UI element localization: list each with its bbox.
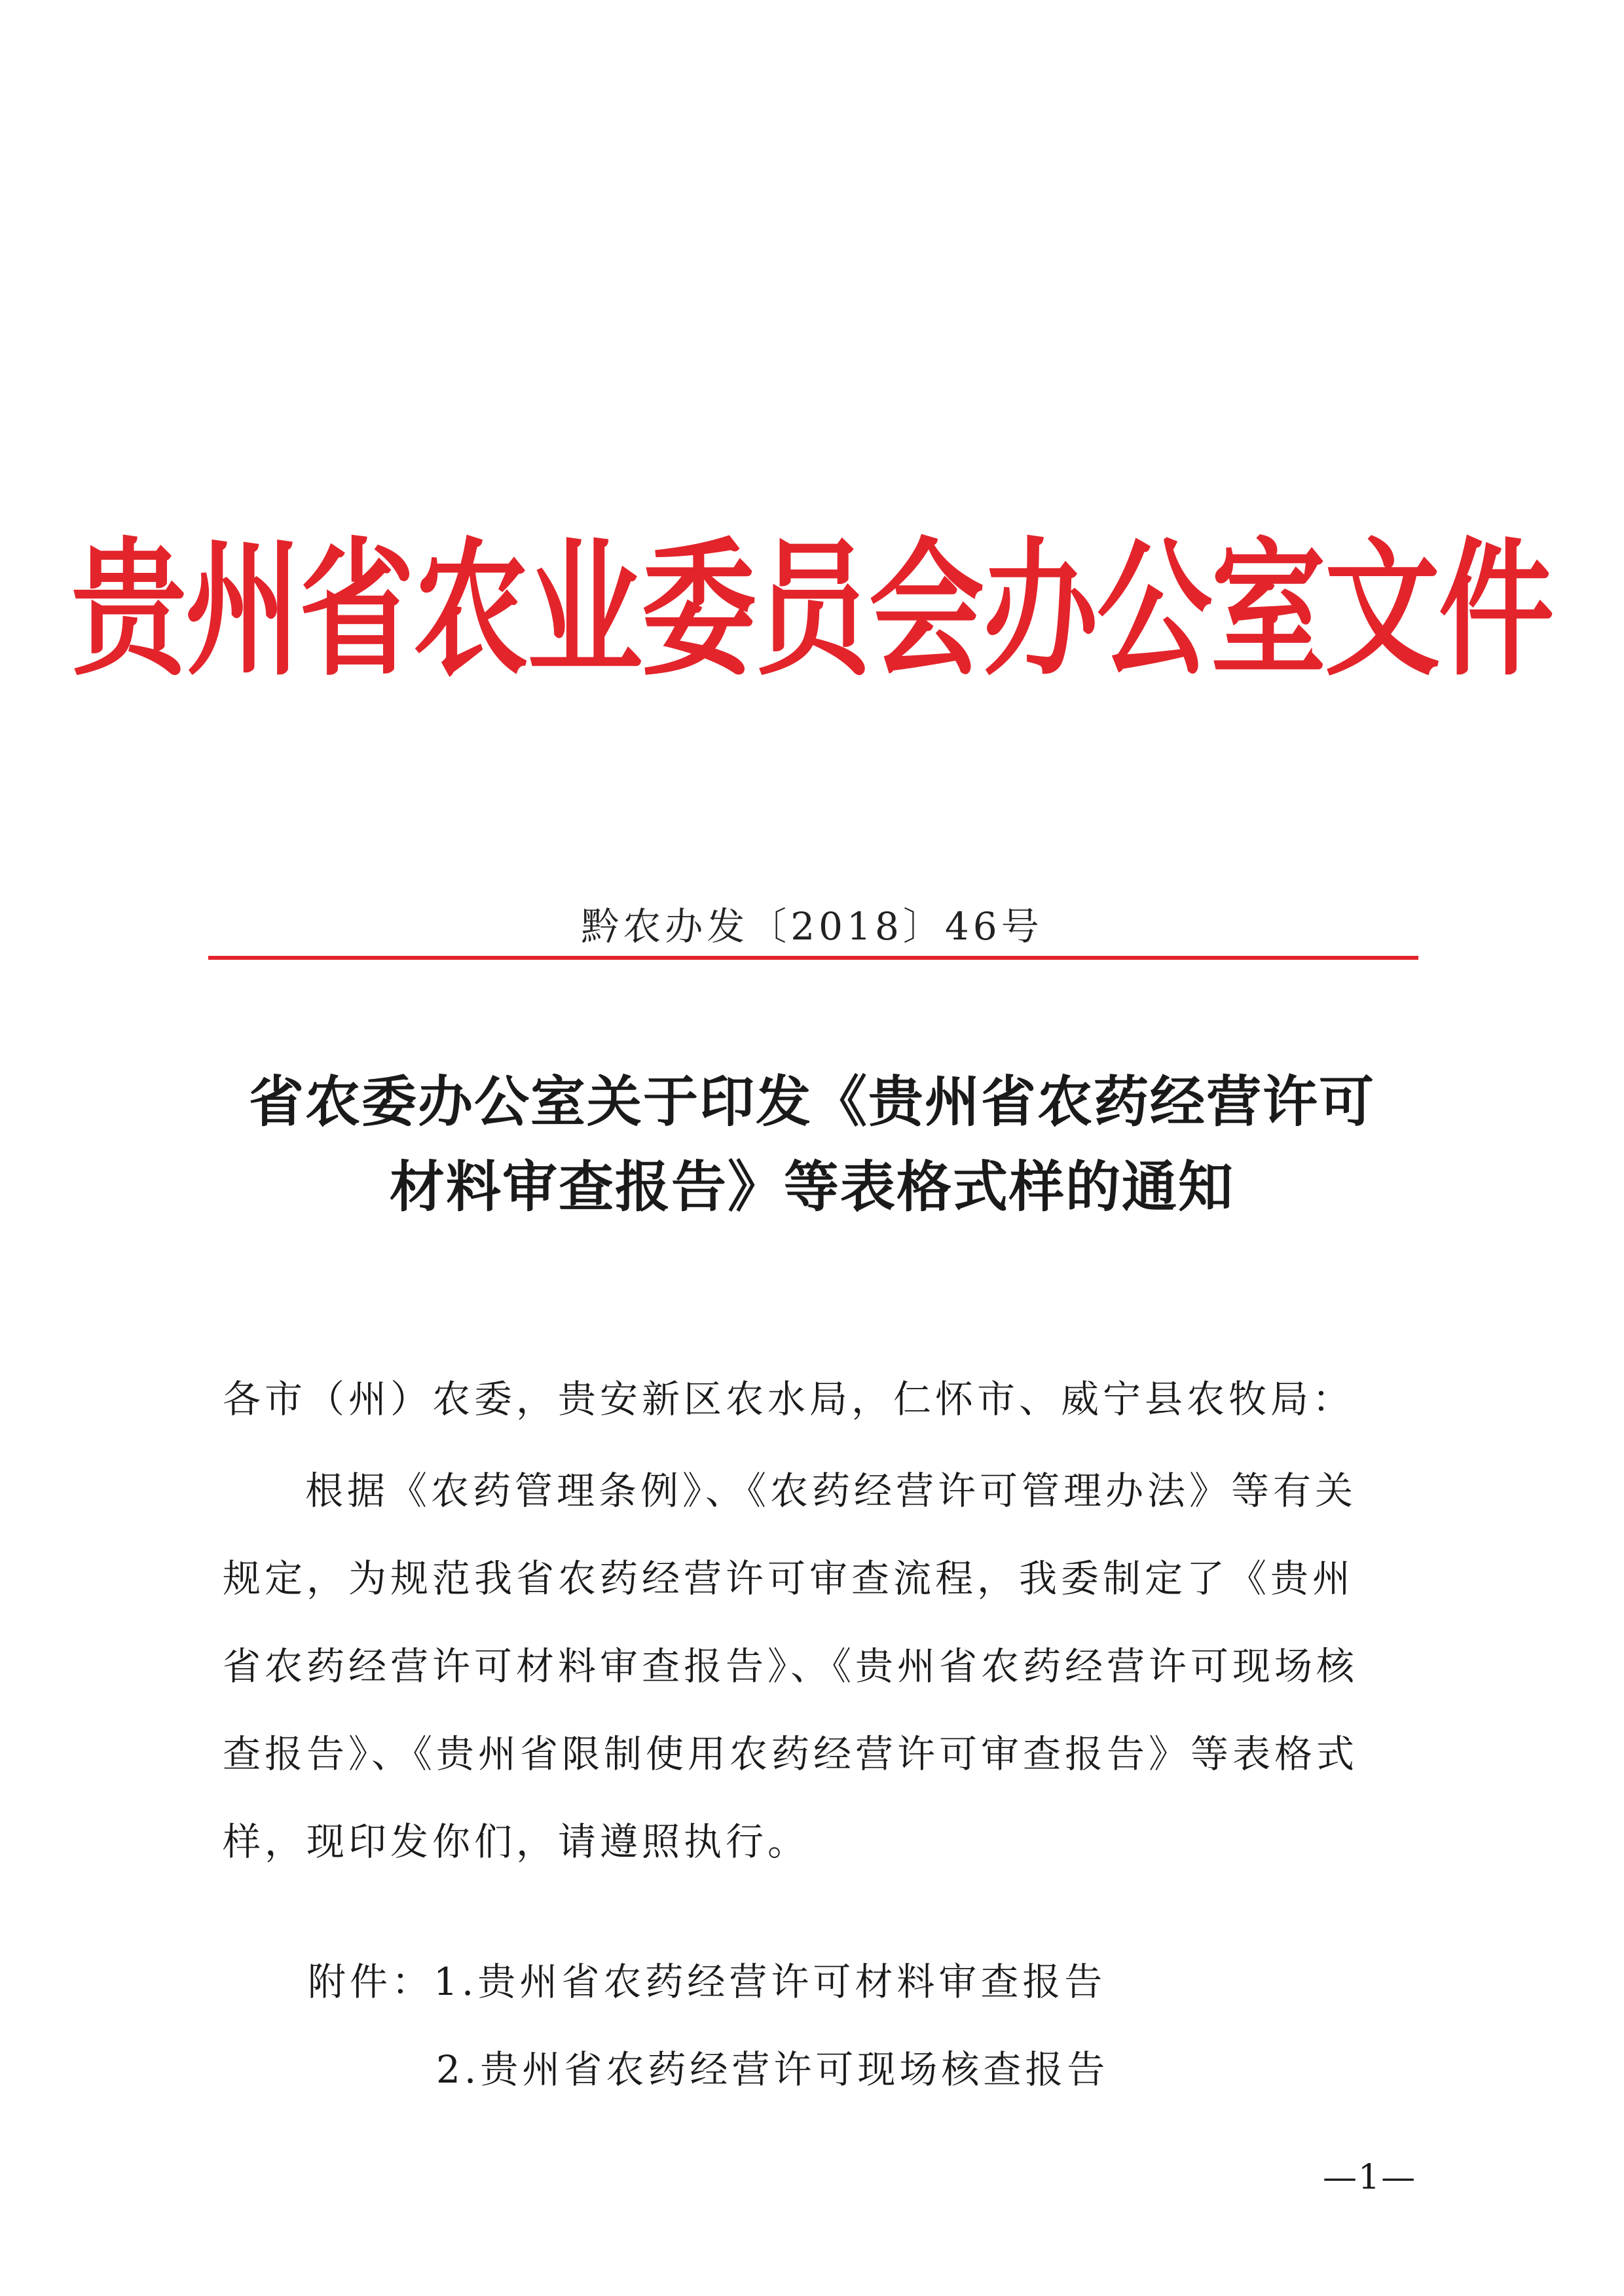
notice-title xyxy=(0,1059,1624,1230)
attachment-item-2: 2.贵州省农药经营许可现场核查报告 xyxy=(436,2047,1109,2092)
paragraph-line: 根据《农药管理条例》、《农药经营许可管理办法》等有关 xyxy=(305,1468,1357,1513)
attachments-label: 附件： xyxy=(308,1959,434,2004)
body-paragraph xyxy=(223,1447,1414,1886)
page-number: —1— xyxy=(1323,2158,1417,2197)
attachment-item xyxy=(308,1938,1109,2026)
paragraph-line: 省农药经营许可材料审查报告》、《贵州省农药经营许可现场核 xyxy=(223,1644,1359,1688)
document-number: 黔农办发〔2018〕46号 xyxy=(581,904,1043,949)
salutation: 各市（州）农委，贵安新区农水局，仁怀市、威宁县农牧局： xyxy=(223,1377,1355,1421)
red-divider-line xyxy=(208,956,1418,960)
notice-title-line-1: 省农委办公室关于印发《贵州省农药经营许可 xyxy=(248,1069,1375,1134)
attachment-item-1: 1.贵州省农药经营许可材料审查报告 xyxy=(434,1959,1107,2004)
paragraph-line: 查报告》、《贵州省限制使用农药经营许可审查报告》等表格式 xyxy=(223,1732,1359,1776)
attachments-block xyxy=(308,1938,1109,2113)
paragraph-line: 规定，为规范我省农药经营许可审查流程，我委制定了《贵州 xyxy=(223,1556,1355,1601)
notice-title-line-2: 材料审查报告》等表格式样的通知 xyxy=(389,1154,1234,1219)
paragraph-line: 样，现印发你们，请遵照执行。 xyxy=(223,1819,810,1864)
masthead-title: 贵州省农业委员会办公室文件 xyxy=(71,524,1553,697)
